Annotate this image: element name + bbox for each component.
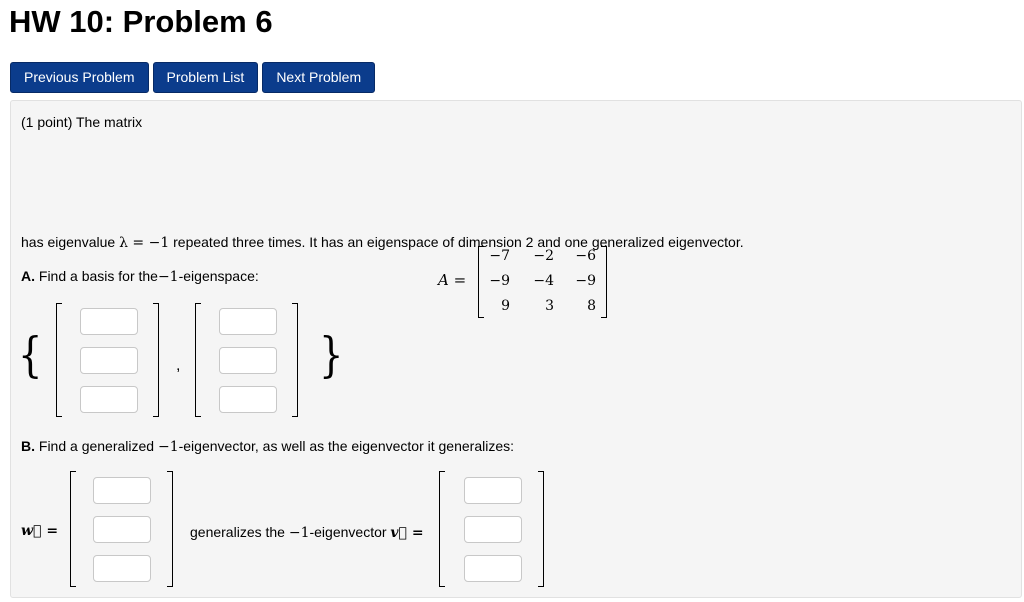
w-label: w⃗ = — [21, 523, 59, 539]
matrix-a-label: A = — [438, 271, 467, 289]
matrix-cell: −6 — [575, 248, 596, 264]
vector2-left-bracket — [195, 303, 201, 417]
right-brace: } — [319, 327, 344, 383]
part-a-label: A. — [21, 268, 35, 284]
part-a-text-rest: -eigenspace: — [178, 268, 259, 284]
vector1-right-bracket — [153, 303, 159, 417]
matrix-cell: −2 — [533, 248, 554, 264]
matrix-cell: 9 — [501, 298, 510, 314]
page-title: HW 10: Problem 6 — [9, 4, 273, 39]
basis1-entry1-input[interactable] — [80, 308, 138, 335]
basis-separator: , — [176, 357, 181, 374]
part-a-eigenvalue: −1 — [157, 269, 179, 285]
generalizes-text-post: -eigenvector — [309, 524, 387, 540]
basis2-entry1-input[interactable] — [219, 308, 277, 335]
matrix-a — [438, 244, 618, 318]
basis1-entry3-input[interactable] — [80, 386, 138, 413]
next-problem-button[interactable]: Next Problem — [262, 62, 375, 93]
statement-text: has eigenvalue — [21, 234, 116, 250]
w-entry3-input[interactable] — [93, 555, 151, 582]
part-b-eigenvalue: −1 — [157, 439, 179, 455]
generalizes-text-pre: generalizes the — [190, 524, 285, 540]
left-brace: { — [18, 327, 43, 383]
part-b-label: B. — [21, 438, 35, 454]
v-left-bracket — [439, 471, 445, 587]
vector1-left-bracket — [56, 303, 62, 417]
w-entry2-input[interactable] — [93, 516, 151, 543]
statement-text-rest: repeated three times. It has an eigenspace of dimension 2 and one generalized eigenvector. — [173, 234, 744, 250]
matrix-cell: 3 — [545, 298, 554, 314]
problem-statement — [21, 234, 744, 251]
matrix-cell: −9 — [489, 273, 510, 289]
w-left-bracket — [70, 471, 76, 587]
matrix-right-bracket — [601, 246, 607, 318]
basis2-entry2-input[interactable] — [219, 347, 277, 374]
matrix-cell: −7 — [489, 248, 510, 264]
part-b-prompt — [21, 438, 514, 455]
problem-intro: (1 point) The matrix — [21, 114, 143, 130]
w-right-bracket — [167, 471, 173, 587]
basis2-entry3-input[interactable] — [219, 386, 277, 413]
matrix-cell: −4 — [533, 273, 554, 289]
generalizes-eigenvalue: −1 — [288, 525, 310, 541]
problem-list-button[interactable]: Problem List — [153, 62, 259, 93]
w-entry1-input[interactable] — [93, 477, 151, 504]
matrix-cell: −9 — [575, 273, 596, 289]
basis1-entry2-input[interactable] — [80, 347, 138, 374]
problem-nav — [10, 62, 375, 93]
generalizes-text — [190, 524, 424, 541]
part-a-prompt — [21, 268, 259, 285]
vector2-right-bracket — [292, 303, 298, 417]
v-entry1-input[interactable] — [464, 477, 522, 504]
problem-panel — [10, 100, 1022, 598]
part-b-text-rest: -eigenvector, as well as the eigenvector it generalizes: — [178, 438, 515, 454]
part-a-text: Find a basis for the — [38, 268, 158, 284]
previous-problem-button[interactable]: Previous Problem — [10, 62, 149, 93]
part-b-text: Find a generalized — [38, 438, 155, 454]
matrix-cell: 8 — [587, 298, 596, 314]
v-entry2-input[interactable] — [464, 516, 522, 543]
statement-eigenvalue: λ = −1 — [119, 235, 170, 251]
v-right-bracket — [538, 471, 544, 587]
v-entry3-input[interactable] — [464, 555, 522, 582]
v-label: v⃗ = — [390, 525, 424, 541]
